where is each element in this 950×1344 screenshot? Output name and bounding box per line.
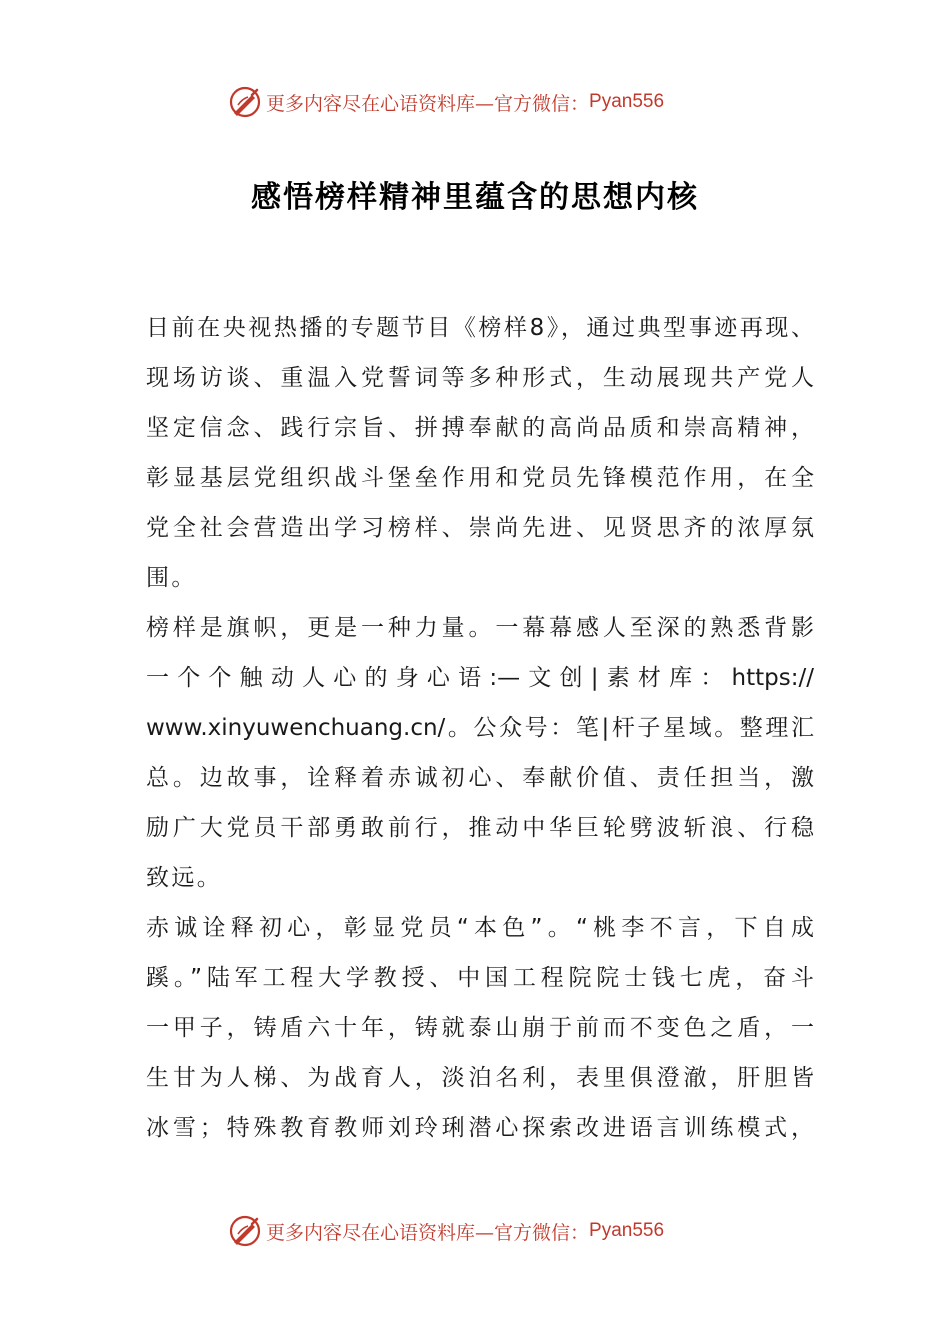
banner-text: 更多内容尽在心语资料库—官方微信： [266,92,590,115]
body-line: 生甘为人梯、为战育人，淡泊名利，表里俱澄澈，肝胆皆 [146,1065,814,1091]
body-line: 榜样是旗帜，更是一种力量。一幕幕感人至深的熟悉背影 [146,615,814,641]
body-line: 日前在央视热播的专题节目《榜样8》，通过典型事迹再现、 [146,315,814,341]
body-line: 党全社会营造出学习榜样、崇尚先进、见贤思齐的浓厚氛 [146,515,814,541]
body-line: 蹊。”陆军工程大学教授、中国工程院院士钱七虎，奋斗 [146,965,814,991]
body-line: 一甲子，铸盾六十年，铸就泰山崩于前而不变色之盾，一 [146,1015,814,1041]
banner-text: 更多内容尽在心语资料库—官方微信： [266,1221,590,1244]
header-watermark-banner [228,82,664,122]
body-line: 围。 [146,565,197,591]
document-body [146,303,814,1153]
body-line: 现场访谈、重温入党誓词等多种形式，生动展现共产党人 [146,365,814,391]
document-title: 感悟榜样精神里蕴含的思想内核 [251,180,699,215]
body-line: 坚定信念、践行宗旨、拼搏奉献的高尚品质和崇高精神， [146,415,814,441]
body-line: 致远。 [146,865,223,891]
body-line: 冰雪；特殊教育教师刘玲琍潜心探索改进语言训练模式， [146,1115,814,1141]
pen-logo-icon [228,1214,262,1248]
body-line: 总。边故事，诠释着赤诚初心、奉献价值、责任担当，激 [146,765,814,791]
banner-wechat-id: Pyan556 [589,1220,665,1241]
body-line: 赤诚诠释初心，彰显党员“本色”。“桃李不言，下自成 [146,915,814,941]
body-line: 一个个触动人心的身心语:—文创|素材库：https:// [146,665,814,691]
body-line: 励广大党员干部勇敢前行，推动中华巨轮劈波斩浪、行稳 [146,815,814,841]
banner-wechat-id: Pyan556 [589,91,665,112]
body-line: www.xinyuwenchuang.cn/。公众号：笔|杆子星域。整理汇 [146,715,814,741]
footer-watermark-banner [228,1211,664,1251]
pen-logo-icon [228,85,262,119]
body-line: 彰显基层党组织战斗堡垒作用和党员先锋模范作用，在全 [146,465,814,491]
